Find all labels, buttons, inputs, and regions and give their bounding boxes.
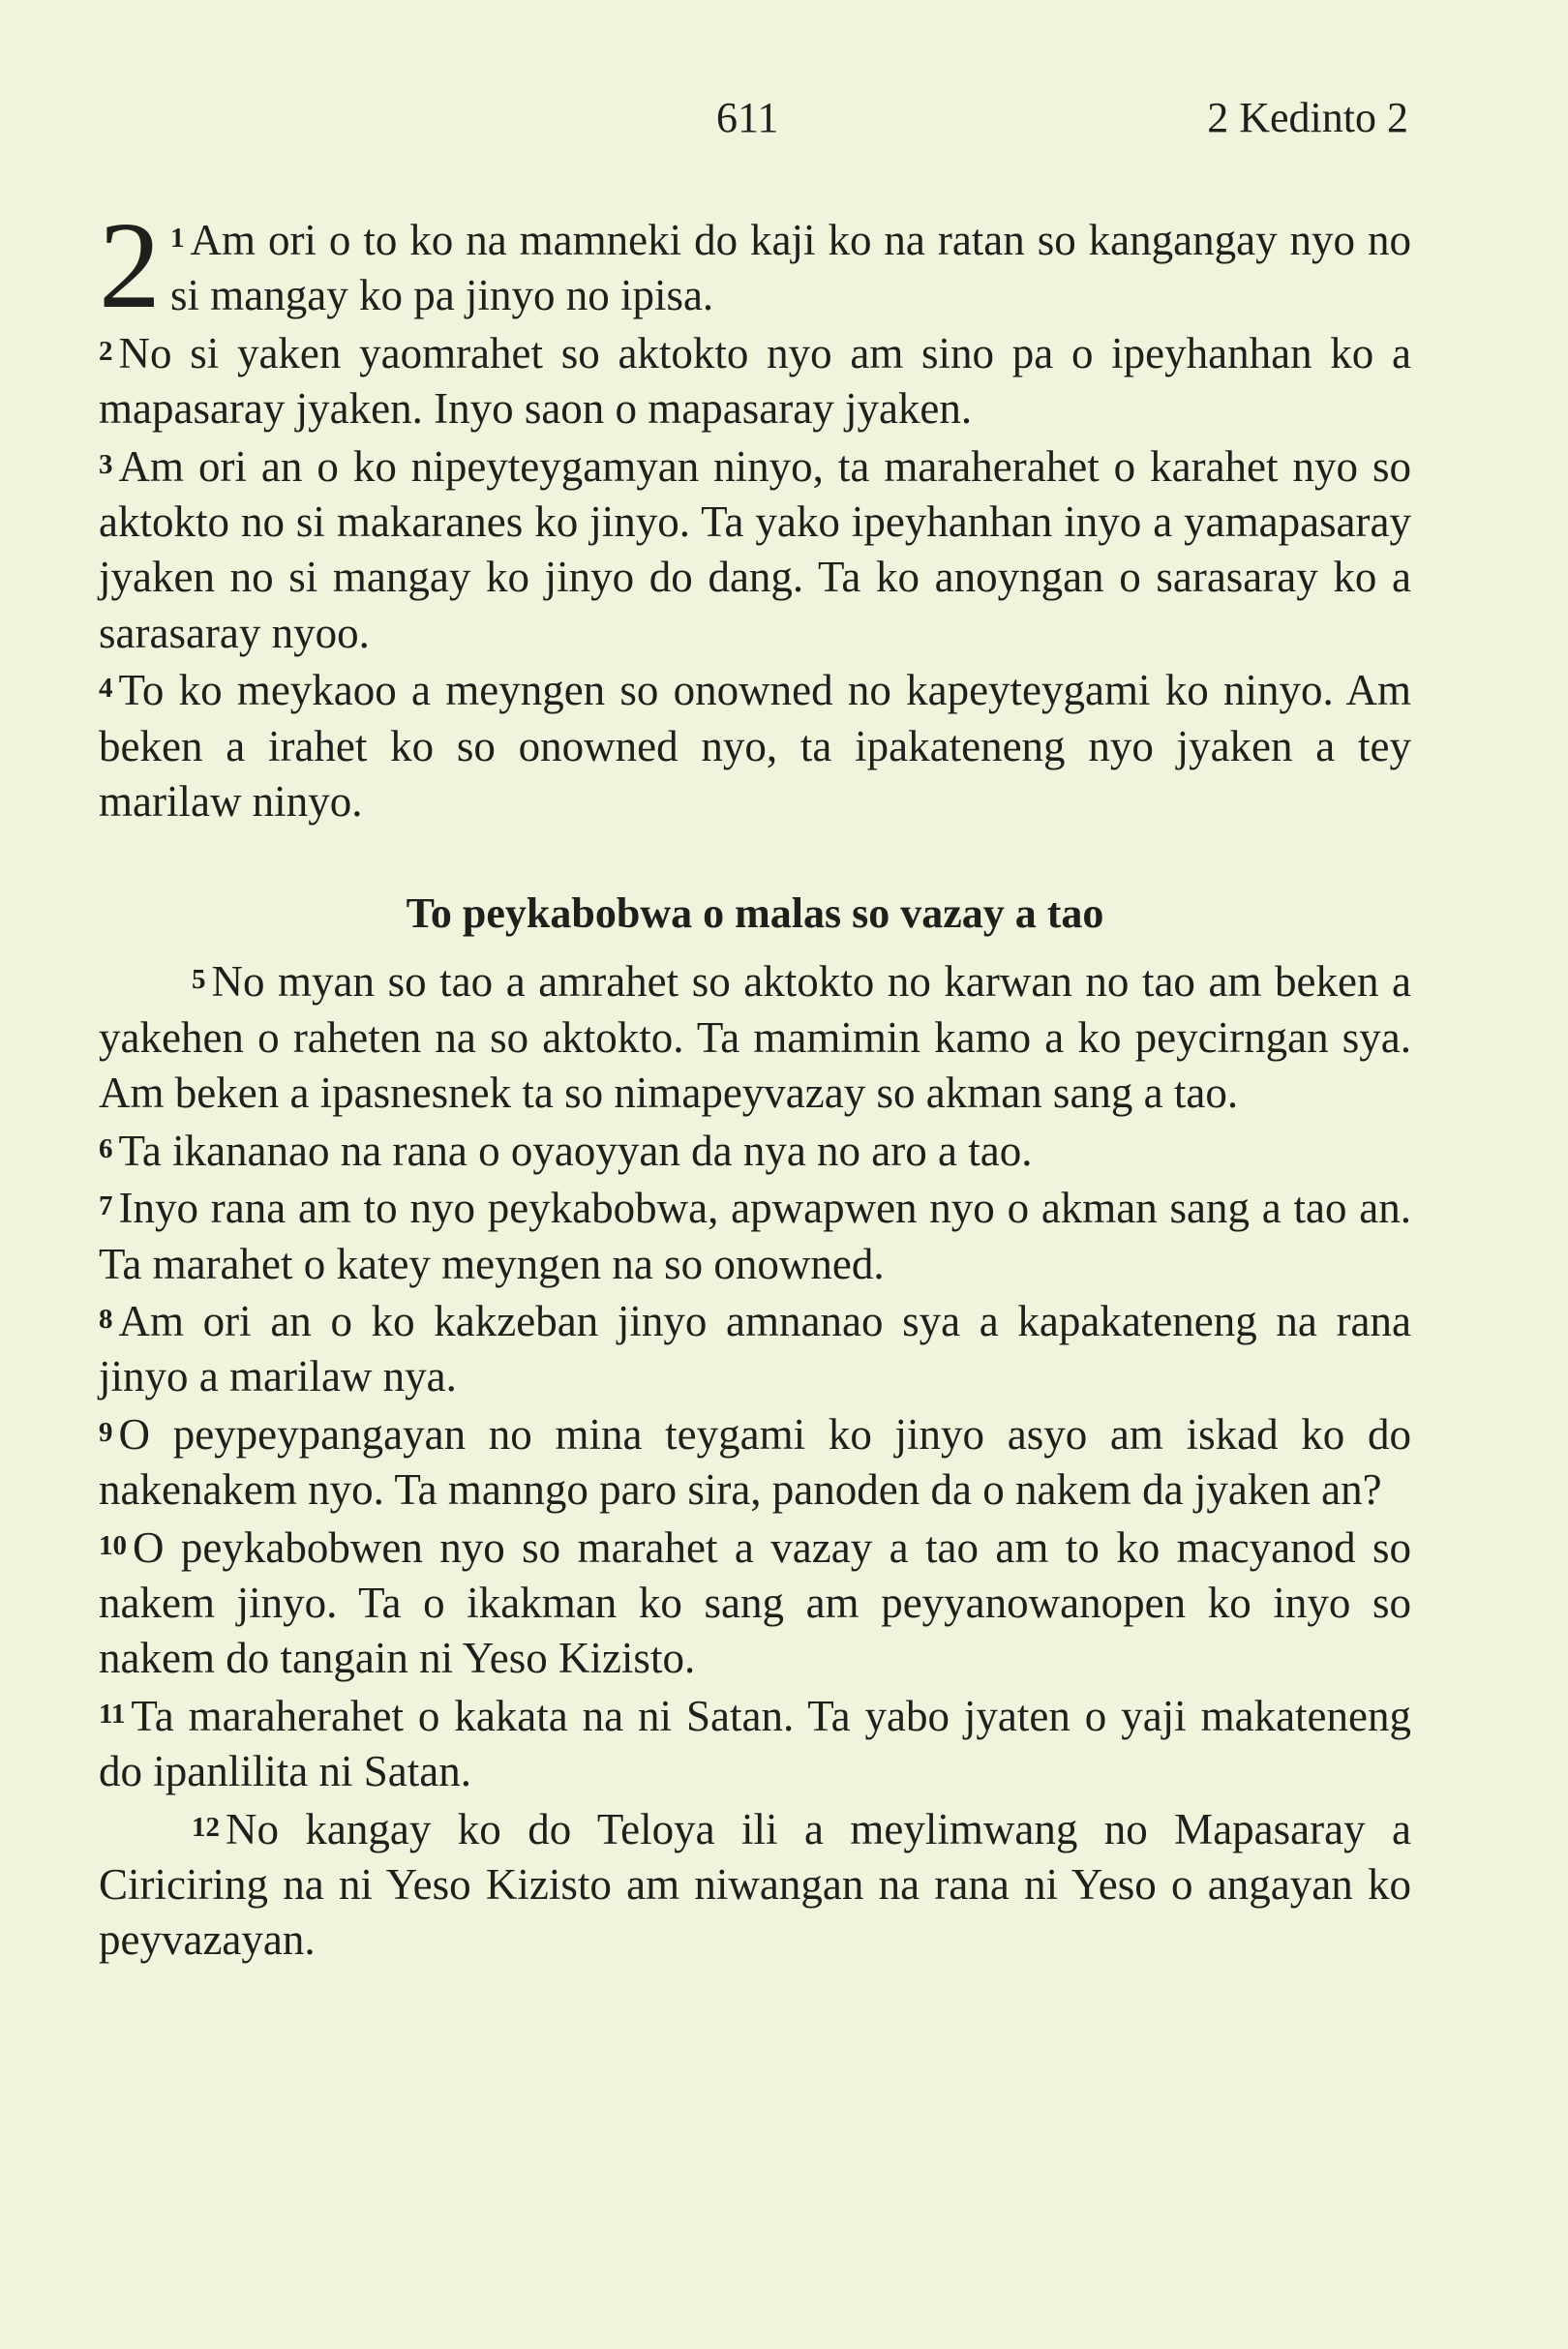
verse-text: No si yaken yaomrahet so aktokto nyo am sino pa o ipeyhanhan ko a mapasaray jyaken. Inyo saon o mapasaray jyaken. [99, 328, 1411, 434]
verse-number: 4 [99, 673, 113, 705]
verse-number: 11 [99, 1698, 126, 1730]
verse-1 [99, 196, 1411, 334]
verse-9 [99, 1405, 1411, 1519]
verse-number: 1 [170, 223, 185, 254]
verse-number: 7 [99, 1190, 113, 1222]
verse-5 [99, 952, 1411, 1121]
verse-text: Am ori o to ko na mamneki do kaji ko na ratan so kangangay nyo no si mangay ko pa jinyo no ipisa. [170, 216, 1411, 320]
verse-number: 6 [99, 1132, 113, 1164]
verse-text: Ta ikananao na rana o oyaoyyan da nya no aro a tao. [118, 1126, 1033, 1175]
verse-11 [99, 1687, 1411, 1800]
verse-number: 5 [192, 964, 206, 996]
verse-7 [99, 1179, 1411, 1292]
page-number: 611 [716, 94, 779, 141]
running-head: 2 Kedinto 2 [1207, 94, 1408, 141]
section-heading: To peykabobwa o malas so vazay a tao [406, 889, 1104, 938]
verse-text: To ko meykaoo a meyngen so onowned no kapeyteygami ko ninyo. Am beken a irahet ko so onowned nyo, ta ipakateneng nyo jyaken a tey marilaw ninyo. [99, 666, 1411, 827]
body-text [99, 196, 1411, 1969]
verse-number: 3 [99, 448, 113, 480]
verse-text: Ta maraherahet o kakata na ni Satan. Ta yabo jyaten o yaji makateneng do ipanlilita ni Satan. [99, 1691, 1411, 1796]
verse-number: 10 [99, 1529, 127, 1561]
verse-6 [99, 1122, 1411, 1179]
verse-number: 8 [99, 1303, 113, 1335]
verse-12 [99, 1800, 1411, 1969]
verse-number: 2 [99, 335, 113, 367]
verse-number: 9 [99, 1416, 113, 1448]
verse-3 [99, 437, 1411, 662]
verse-text: No kangay ko do Teloya ili a meylimwang no Mapasaray a Ciriciring na ni Yeso Kizisto am niwangan na rana ni Yeso o angayan ko peyvazayan. [99, 1804, 1411, 1965]
verse-text: Am ori an o ko kakzeban jinyo amnanao sya a kapakateneng na rana jinyo a marilaw nya. [99, 1296, 1411, 1401]
verse-10 [99, 1519, 1411, 1687]
chapter-number: 2 [99, 196, 161, 334]
verse-text: O peypeypangayan no mina teygami ko jinyo asyo am iskad ko do nakenakem nyo. Ta manngo paro sira, panoden da o nakem da jyaken an? [99, 1409, 1411, 1515]
verse-2 [99, 324, 1411, 437]
verse-number: 12 [192, 1811, 220, 1843]
verse-4 [99, 661, 1411, 829]
verse-8 [99, 1292, 1411, 1405]
verse-text: No myan so tao a amrahet so aktokto no karwan no tao am beken a yakehen o raheten na so aktokto. Ta mamimin kamo a ko peycirngan sya. Am beken a ipasnesnek ta so nimapeyvazay so akman sang a tao. [99, 957, 1411, 1118]
verse-text: Am ori an o ko nipeyteygamyan ninyo, ta maraherahet o karahet nyo so aktokto no si makaranes ko jinyo. Ta yako ipeyhanhan inyo a yamapasaray jyaken no si mangay ko jinyo do dang. Ta ko anoyngan o sarasaray ko a sarasaray nyoo. [99, 441, 1411, 657]
verse-text: O peykabobwen nyo so marahet a vazay a tao am to ko macyanod so nakem jinyo. Ta o ikakman ko sang am peyyanowanopen ko inyo so nakem do tangain ni Yeso Kizisto. [99, 1522, 1411, 1683]
page-header [0, 93, 1568, 151]
verse-text: Inyo rana am to nyo peykabobwa, apwapwen nyo o akman sang a tao an. Ta marahet o katey meyngen na so onowned. [99, 1184, 1411, 1288]
